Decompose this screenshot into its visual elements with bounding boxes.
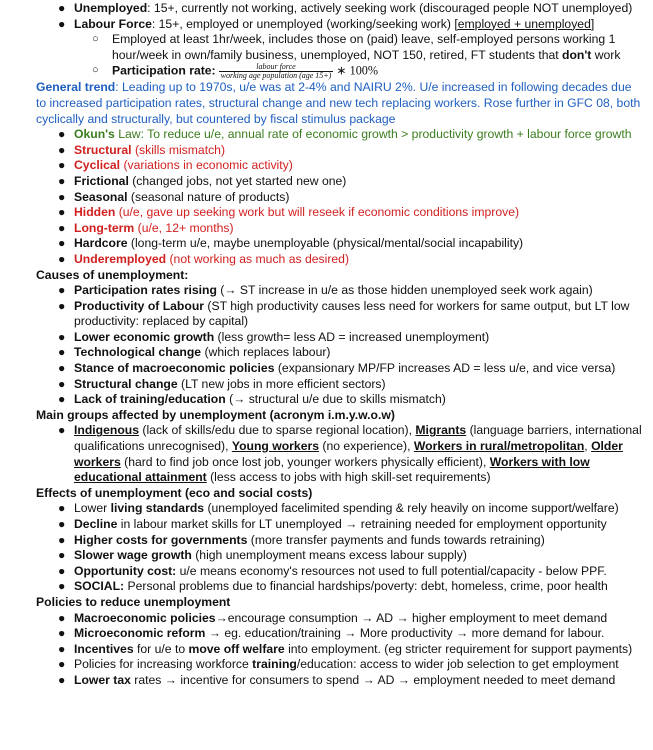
formula-note: [employed + unemployed] bbox=[454, 16, 595, 31]
list-item bbox=[36, 205, 645, 221]
term: Technological change bbox=[74, 345, 202, 360]
term: living standards bbox=[110, 501, 205, 516]
list-item bbox=[36, 548, 645, 564]
group-name: Workers in rural/metropolitan bbox=[413, 439, 585, 454]
list-item bbox=[36, 283, 645, 299]
definition: (→ structural u/e due to skills mismatch) bbox=[225, 392, 446, 407]
definition: (long-term u/e, maybe unemployable (physical/mental/social incapability) bbox=[127, 236, 524, 251]
bullet-icon: ● bbox=[58, 548, 66, 563]
term: Lack of training/education bbox=[74, 392, 226, 407]
group-desc: , bbox=[584, 439, 592, 454]
term: Frictional bbox=[74, 173, 129, 188]
group-desc: (hard to find job once lost job, younger workers physically efficient), bbox=[120, 454, 490, 469]
list-item bbox=[36, 377, 645, 393]
bullet-icon: ● bbox=[58, 361, 66, 376]
circle-bullet-icon: ○ bbox=[92, 33, 99, 46]
term: Lower economic growth bbox=[74, 329, 215, 344]
definition: for u/e to bbox=[133, 641, 189, 656]
list-item bbox=[36, 533, 645, 549]
definition: : 15+, currently not working, actively seeking work (discouraged people NOT unemployed) bbox=[147, 1, 633, 15]
term: Slower wage growth bbox=[74, 548, 192, 563]
bullet-icon: ● bbox=[58, 127, 66, 142]
definition: (seasonal nature of products) bbox=[127, 189, 290, 204]
term: Structural change bbox=[74, 376, 178, 391]
bullet-icon: ● bbox=[58, 189, 66, 204]
unemployment-types-list bbox=[36, 143, 645, 268]
definition: (LT new jobs in more efficient sectors) bbox=[177, 376, 386, 391]
definition: → eg. education/training → More productivity → more demand for labour. bbox=[205, 626, 605, 641]
term: Hidden bbox=[74, 205, 116, 220]
list-item bbox=[36, 1, 645, 17]
bullet-icon: ● bbox=[58, 298, 66, 313]
term: Stance of macroeconomic policies bbox=[74, 361, 275, 376]
list-item bbox=[36, 190, 645, 206]
group-desc: (lack of skills/edu due to sparse regional location), bbox=[139, 423, 416, 438]
term: Incentives bbox=[74, 641, 134, 656]
term: Hardcore bbox=[74, 236, 128, 251]
list-item bbox=[36, 642, 645, 658]
term: Underemployed bbox=[74, 251, 167, 266]
sub-list-item bbox=[36, 32, 645, 63]
bullet-icon: ● bbox=[58, 329, 66, 344]
fraction-numerator: labour force bbox=[256, 62, 296, 72]
definition: (u/e, gave up seeking work but will reseek if economic conditions improve) bbox=[115, 205, 520, 220]
group-desc: (less access to jobs with high skill-set requirements) bbox=[206, 470, 491, 485]
term: Higher costs for governments bbox=[74, 532, 248, 547]
group-desc: (language barriers, international qualifications unrecognised), bbox=[74, 423, 642, 454]
list-item bbox=[36, 673, 645, 689]
group-name: Indigenous bbox=[74, 423, 139, 438]
list-item bbox=[36, 252, 645, 268]
causes-list bbox=[36, 283, 645, 408]
list-item bbox=[36, 17, 645, 33]
circle-bullet-icon: ○ bbox=[92, 64, 99, 77]
term: Lower tax bbox=[74, 672, 131, 687]
bullet-icon: ● bbox=[58, 501, 66, 516]
list-item bbox=[36, 158, 645, 174]
definition: Employed at least 1hr/week, includes those on (paid) leave, self-employed persons working 1 hour/week in own/family business, unemployed, NOT 150, retired, FT students that bbox=[112, 32, 616, 62]
list-item bbox=[36, 361, 645, 377]
definition: (which replaces labour) bbox=[201, 345, 331, 360]
definition: Law: To reduce u/e, annual rate of economic growth > productivity growth + labour force growth bbox=[114, 127, 632, 142]
term: Microeconomic reform bbox=[74, 626, 206, 641]
definition: in labour market skills for LT unemployed → retraining needed for employment opportunity bbox=[117, 517, 607, 531]
group-desc: (no experience), bbox=[319, 439, 414, 454]
heading: General trend bbox=[36, 80, 116, 95]
bullet-icon: ● bbox=[58, 610, 66, 625]
bullet-icon: ● bbox=[58, 158, 66, 173]
definition: (changed jobs, not yet started new one) bbox=[128, 173, 347, 188]
term: move off welfare bbox=[188, 641, 285, 656]
term: Seasonal bbox=[74, 189, 128, 204]
definition: /education: access to wider job selection to get employment bbox=[296, 657, 619, 672]
list-item bbox=[36, 221, 645, 237]
definition: (expansionary MP/FP increases AD = less u/e, and vice versa) bbox=[274, 361, 616, 376]
definition: (variations in economic activity) bbox=[120, 158, 293, 173]
sub-list-item bbox=[36, 63, 645, 80]
definition: Personal problems due to financial hardships/poverty: debt, homeless, crime, poor health bbox=[124, 579, 608, 594]
list-item bbox=[36, 564, 645, 580]
definition: (→ ST increase in u/e as those hidden unemployed seek work again) bbox=[216, 283, 593, 298]
bullet-icon: ● bbox=[58, 423, 66, 438]
list-item bbox=[36, 143, 645, 159]
term: Cyclical bbox=[74, 158, 121, 173]
list-item bbox=[36, 236, 645, 252]
term: Labour Force bbox=[74, 16, 152, 31]
term: Long-term bbox=[74, 220, 135, 235]
section-heading: Effects of unemployment (eco and social costs) bbox=[36, 485, 313, 500]
bullet-icon: ● bbox=[58, 517, 66, 531]
effects-list bbox=[36, 501, 645, 595]
bullet-icon: ● bbox=[58, 626, 66, 641]
paragraph: : Leading up to 1970s, u/e was at 2-4% and NAIRU 2%. U/e increased in following decades due to increased participation rates, structural change and new tech replacing workers. Rose further in GFC 08, both cyclically and structurally, but countered by fiscal stimulus package bbox=[36, 80, 641, 126]
list-item bbox=[36, 423, 645, 485]
bullet-icon: ● bbox=[58, 345, 66, 360]
definition: (unemployed facelimited spending & rely heavily on income support/welfare) bbox=[204, 501, 619, 516]
list-item bbox=[36, 174, 645, 190]
bullet-icon: ● bbox=[58, 532, 66, 547]
definition: (ST high productivity causes less need for workers for same output, but LT low productivity: replaced by capital) bbox=[74, 298, 630, 329]
general-trend bbox=[36, 80, 645, 127]
bullet-icon: ● bbox=[58, 283, 66, 298]
bullet-icon: ● bbox=[58, 16, 66, 31]
section-heading: Main groups affected by unemployment (acronym i.m.y.w.o.w) bbox=[36, 407, 395, 422]
list-item bbox=[36, 611, 645, 627]
definition: (less growth= less AD = increased unemployment) bbox=[214, 329, 490, 344]
term: Opportunity cost: bbox=[74, 563, 177, 578]
bullet-icon: ● bbox=[58, 173, 66, 188]
fraction-denominator: working age population (age 15+) bbox=[220, 71, 332, 81]
definition: rates → incentive for consumers to spend → AD → employment needed to meet demand bbox=[130, 672, 616, 687]
term: Participation rate: bbox=[112, 64, 216, 79]
bullet-icon: ● bbox=[58, 563, 66, 578]
bullet-icon: ● bbox=[58, 579, 66, 594]
list-item bbox=[36, 657, 645, 673]
bullet-icon: ● bbox=[58, 657, 66, 672]
bullet-icon: ● bbox=[58, 220, 66, 235]
definition: →encourage consumption → AD → higher employment to meet demand bbox=[215, 610, 608, 625]
term: Okun's bbox=[74, 127, 115, 142]
term: training bbox=[252, 657, 297, 672]
list-item bbox=[36, 579, 645, 595]
definition: into employment. (eg stricter requirement for support payments) bbox=[284, 641, 633, 656]
definition: (high unemployment means excess labour supply) bbox=[191, 548, 467, 563]
list-item bbox=[36, 517, 645, 533]
term: Unemployed bbox=[74, 1, 148, 15]
bullet-icon: ● bbox=[58, 236, 66, 251]
list-item bbox=[36, 392, 645, 408]
prefix-text: Lower bbox=[74, 501, 111, 516]
group-name: Older workers bbox=[74, 439, 623, 469]
group-name: Workers with low educational attainment bbox=[74, 454, 590, 485]
section-heading: Policies to reduce unemployment bbox=[36, 594, 231, 609]
prefix-text: Policies for increasing workforce bbox=[74, 657, 253, 672]
list-item bbox=[36, 501, 645, 517]
definition: : 15+, employed or unemployed (working/seeking work) bbox=[151, 16, 455, 31]
definition: (more transfer payments and funds towards retraining) bbox=[247, 532, 545, 547]
bullet-icon: ● bbox=[58, 205, 66, 220]
definition: (skills mismatch) bbox=[131, 142, 226, 157]
section-heading: Causes of unemployment: bbox=[36, 267, 189, 282]
bullet-icon: ● bbox=[58, 392, 66, 407]
term: Macroeconomic policies bbox=[74, 610, 216, 625]
fraction bbox=[219, 63, 334, 80]
bullet-icon: ● bbox=[58, 1, 66, 15]
bullet-icon: ● bbox=[58, 376, 66, 391]
definition: (u/e, 12+ months) bbox=[134, 220, 234, 235]
list-item bbox=[36, 626, 645, 642]
list-item bbox=[36, 330, 645, 346]
term: Structural bbox=[74, 142, 132, 157]
list-item bbox=[36, 345, 645, 361]
term: Participation rates rising bbox=[74, 283, 217, 298]
term: Decline bbox=[74, 517, 118, 531]
definition: u/e means economy's resources not used to full potential/capacity - below PPF. bbox=[176, 563, 607, 578]
bullet-icon: ● bbox=[58, 641, 66, 656]
bullet-icon: ● bbox=[58, 251, 66, 266]
list-item bbox=[36, 299, 645, 330]
list-item bbox=[36, 127, 645, 143]
policies-list bbox=[36, 611, 645, 689]
group-name: Migrants bbox=[415, 423, 467, 438]
multiplier: ∗ 100% bbox=[336, 64, 379, 79]
term: Productivity of Labour bbox=[74, 298, 205, 313]
group-name: Young workers bbox=[231, 439, 319, 454]
bullet-icon: ● bbox=[58, 672, 66, 687]
bullet-icon: ● bbox=[58, 142, 66, 157]
definition: work bbox=[591, 47, 621, 62]
term: SOCIAL: bbox=[74, 579, 125, 594]
definition: (not working as much as desired) bbox=[166, 251, 349, 266]
emphasis: don't bbox=[562, 47, 592, 62]
